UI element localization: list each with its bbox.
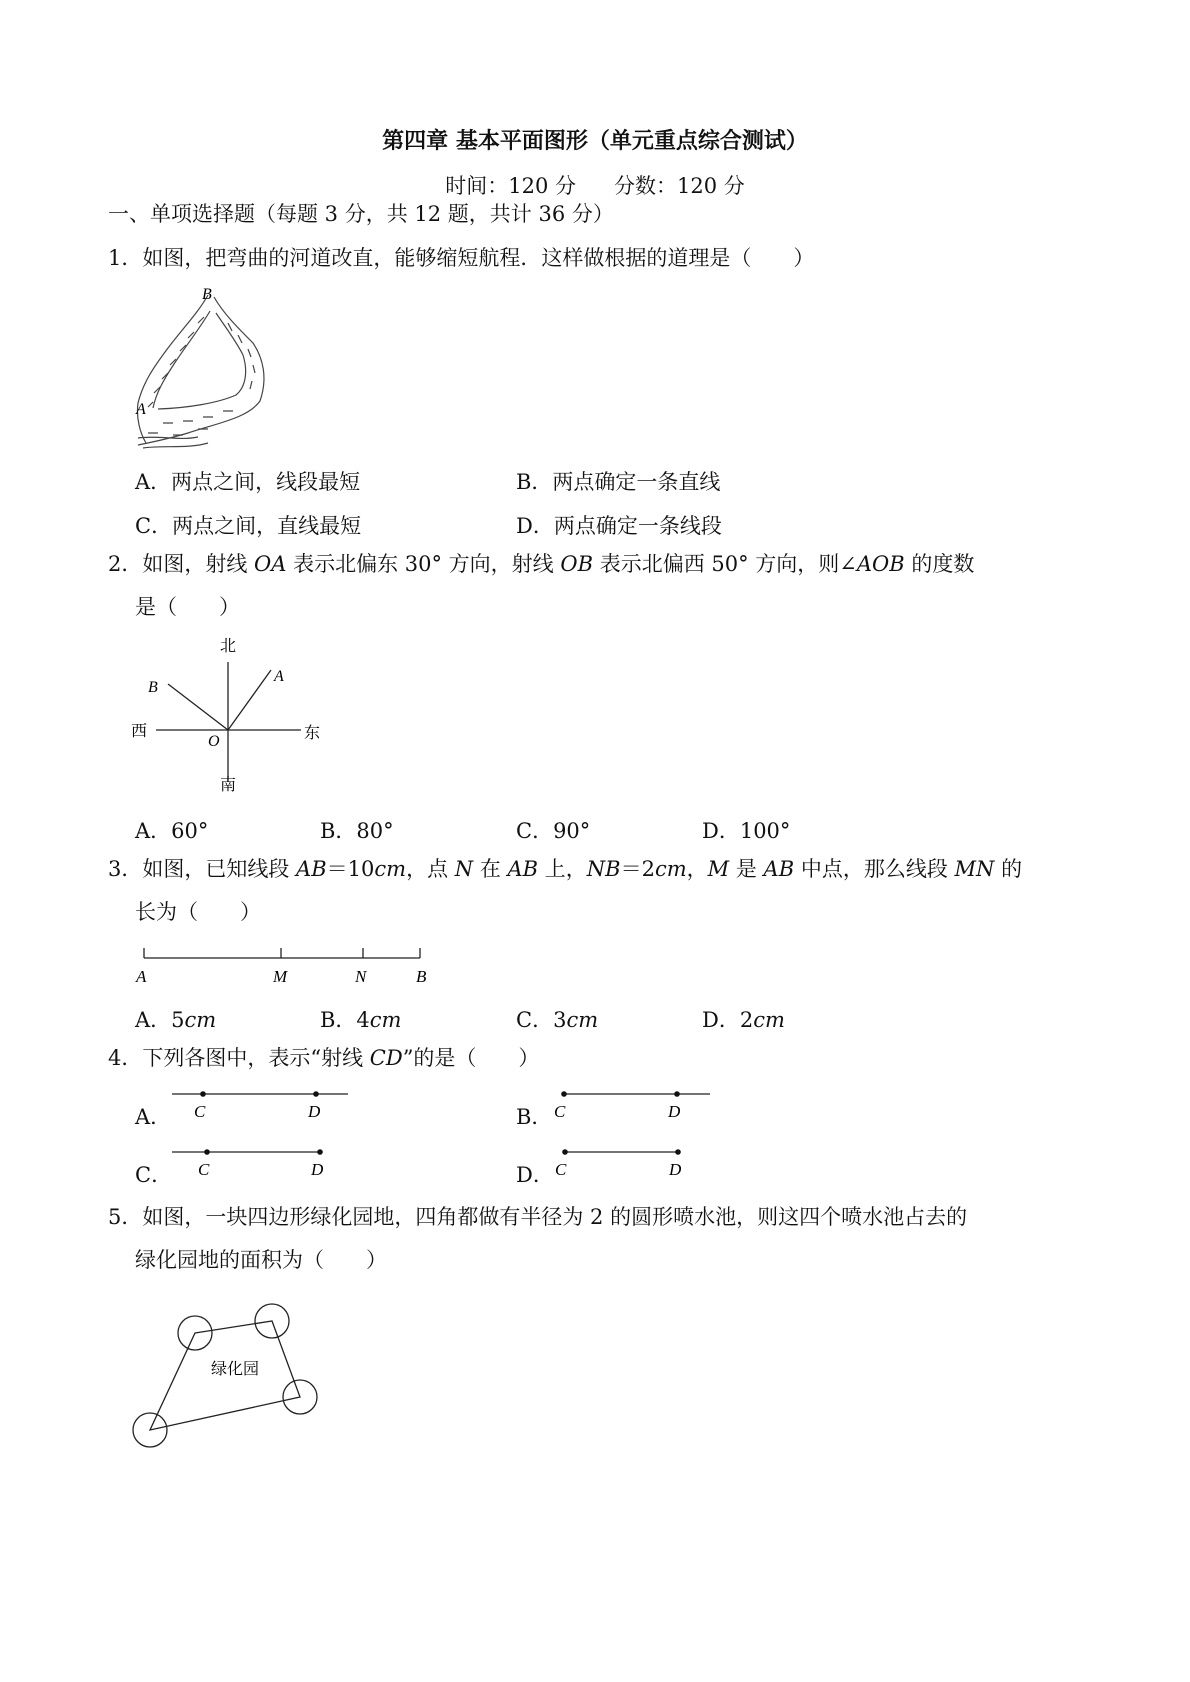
q5-garden-label: 绿化园 <box>211 1361 260 1378</box>
q1-stem: 1．如图，把弯曲的河道改直，能够缩短航程．这样做根据的道理是（ ） <box>108 246 815 270</box>
q2-ray-ob <box>168 684 228 730</box>
q4-option-c-figure <box>168 1144 328 1184</box>
q1-option-a: A．两点之间，线段最短 <box>135 470 361 494</box>
q4-option-b-figure <box>550 1086 715 1126</box>
q3-option-a: A．5cm <box>135 1008 217 1032</box>
q4d-label-c: C <box>555 1160 567 1179</box>
q1-label-b: B <box>202 286 212 303</box>
score-info: 分数：120 分 <box>614 174 745 198</box>
q2-ray-oa <box>228 670 271 730</box>
q2-option-a: A．60° <box>135 819 209 843</box>
q4a-label-c: C <box>194 1102 206 1121</box>
q4c-label-c: C <box>198 1160 210 1179</box>
q4-option-d-letter: D． <box>516 1163 554 1187</box>
q2-option-d: D．100° <box>702 819 791 843</box>
q1-label-a: A <box>136 401 146 418</box>
q3-stem-line1: 3．如图，已知线段 AB＝10cm，点 N 在 AB 上，NB＝2cm，M 是 AB 中点，那么线段 MN 的 <box>108 857 1023 881</box>
q4d-label-d: D <box>669 1160 682 1179</box>
q4-option-a-figure <box>168 1086 353 1126</box>
q1-option-b: B．两点确定一条直线 <box>516 470 721 494</box>
page-title: 第四章 基本平面图形（单元重点综合测试） <box>382 128 808 154</box>
q2-west: 西 <box>131 723 148 740</box>
exam-meta <box>0 170 1190 200</box>
q4-option-d-figure <box>550 1144 690 1184</box>
q2-option-c: C．90° <box>516 819 591 843</box>
q5-garden-figure <box>125 1285 335 1460</box>
q1-option-c: C．两点之间，直线最短 <box>135 514 362 538</box>
q2-east: 东 <box>304 725 321 742</box>
q5-stem-line1: 5．如图，一块四边形绿化园地，四角都做有半径为 2 的圆形喷水池，则这四个喷水池占去的 <box>108 1205 968 1229</box>
q4b-label-c: C <box>554 1102 566 1121</box>
q2-label-b: B <box>148 679 158 696</box>
q2-label-a: A <box>274 668 284 685</box>
q4c-label-d: D <box>311 1160 324 1179</box>
q2-direction-figure <box>126 632 336 797</box>
q2-north: 北 <box>220 638 237 655</box>
q5-stem-line2: 绿化园地的面积为（ ） <box>135 1248 387 1272</box>
q4-option-a-letter: A． <box>135 1105 172 1129</box>
q4-option-b-letter: B． <box>516 1105 553 1129</box>
q3-label-n: N <box>355 967 367 986</box>
q3-label-b: B <box>416 967 427 986</box>
q2-stem-line2: 是（ ） <box>135 595 240 619</box>
q4b-label-d: D <box>668 1102 681 1121</box>
q3-option-b: B．4cm <box>320 1008 402 1032</box>
q1-option-d: D．两点确定一条线段 <box>516 514 722 538</box>
q2-stem-line1: 2．如图，射线 OA 表示北偏东 30° 方向，射线 OB 表示北偏西 50° 方向，则∠AOB 的度数 <box>108 552 975 576</box>
q3-stem-line2: 长为（ ） <box>135 900 261 924</box>
q2-label-o: O <box>208 733 220 750</box>
q4-stem: 4．下列各图中，表示“射线 CD”的是（ ） <box>108 1046 540 1070</box>
q4a-label-d: D <box>308 1102 321 1121</box>
q1-river-figure <box>128 283 278 453</box>
q2-south: 南 <box>220 777 237 794</box>
q3-label-a: A <box>136 967 147 986</box>
time-info: 时间：120 分 <box>445 174 576 198</box>
q3-option-d: D．2cm <box>702 1008 785 1032</box>
q3-label-m: M <box>273 967 288 986</box>
q3-option-c: C．3cm <box>516 1008 599 1032</box>
q2-option-b: B．80° <box>320 819 394 843</box>
q3-segment-figure <box>130 938 435 990</box>
q4-option-c-letter: C． <box>135 1163 173 1187</box>
section-heading: 一、单项选择题（每题 3 分，共 12 题，共计 36 分） <box>108 202 614 226</box>
